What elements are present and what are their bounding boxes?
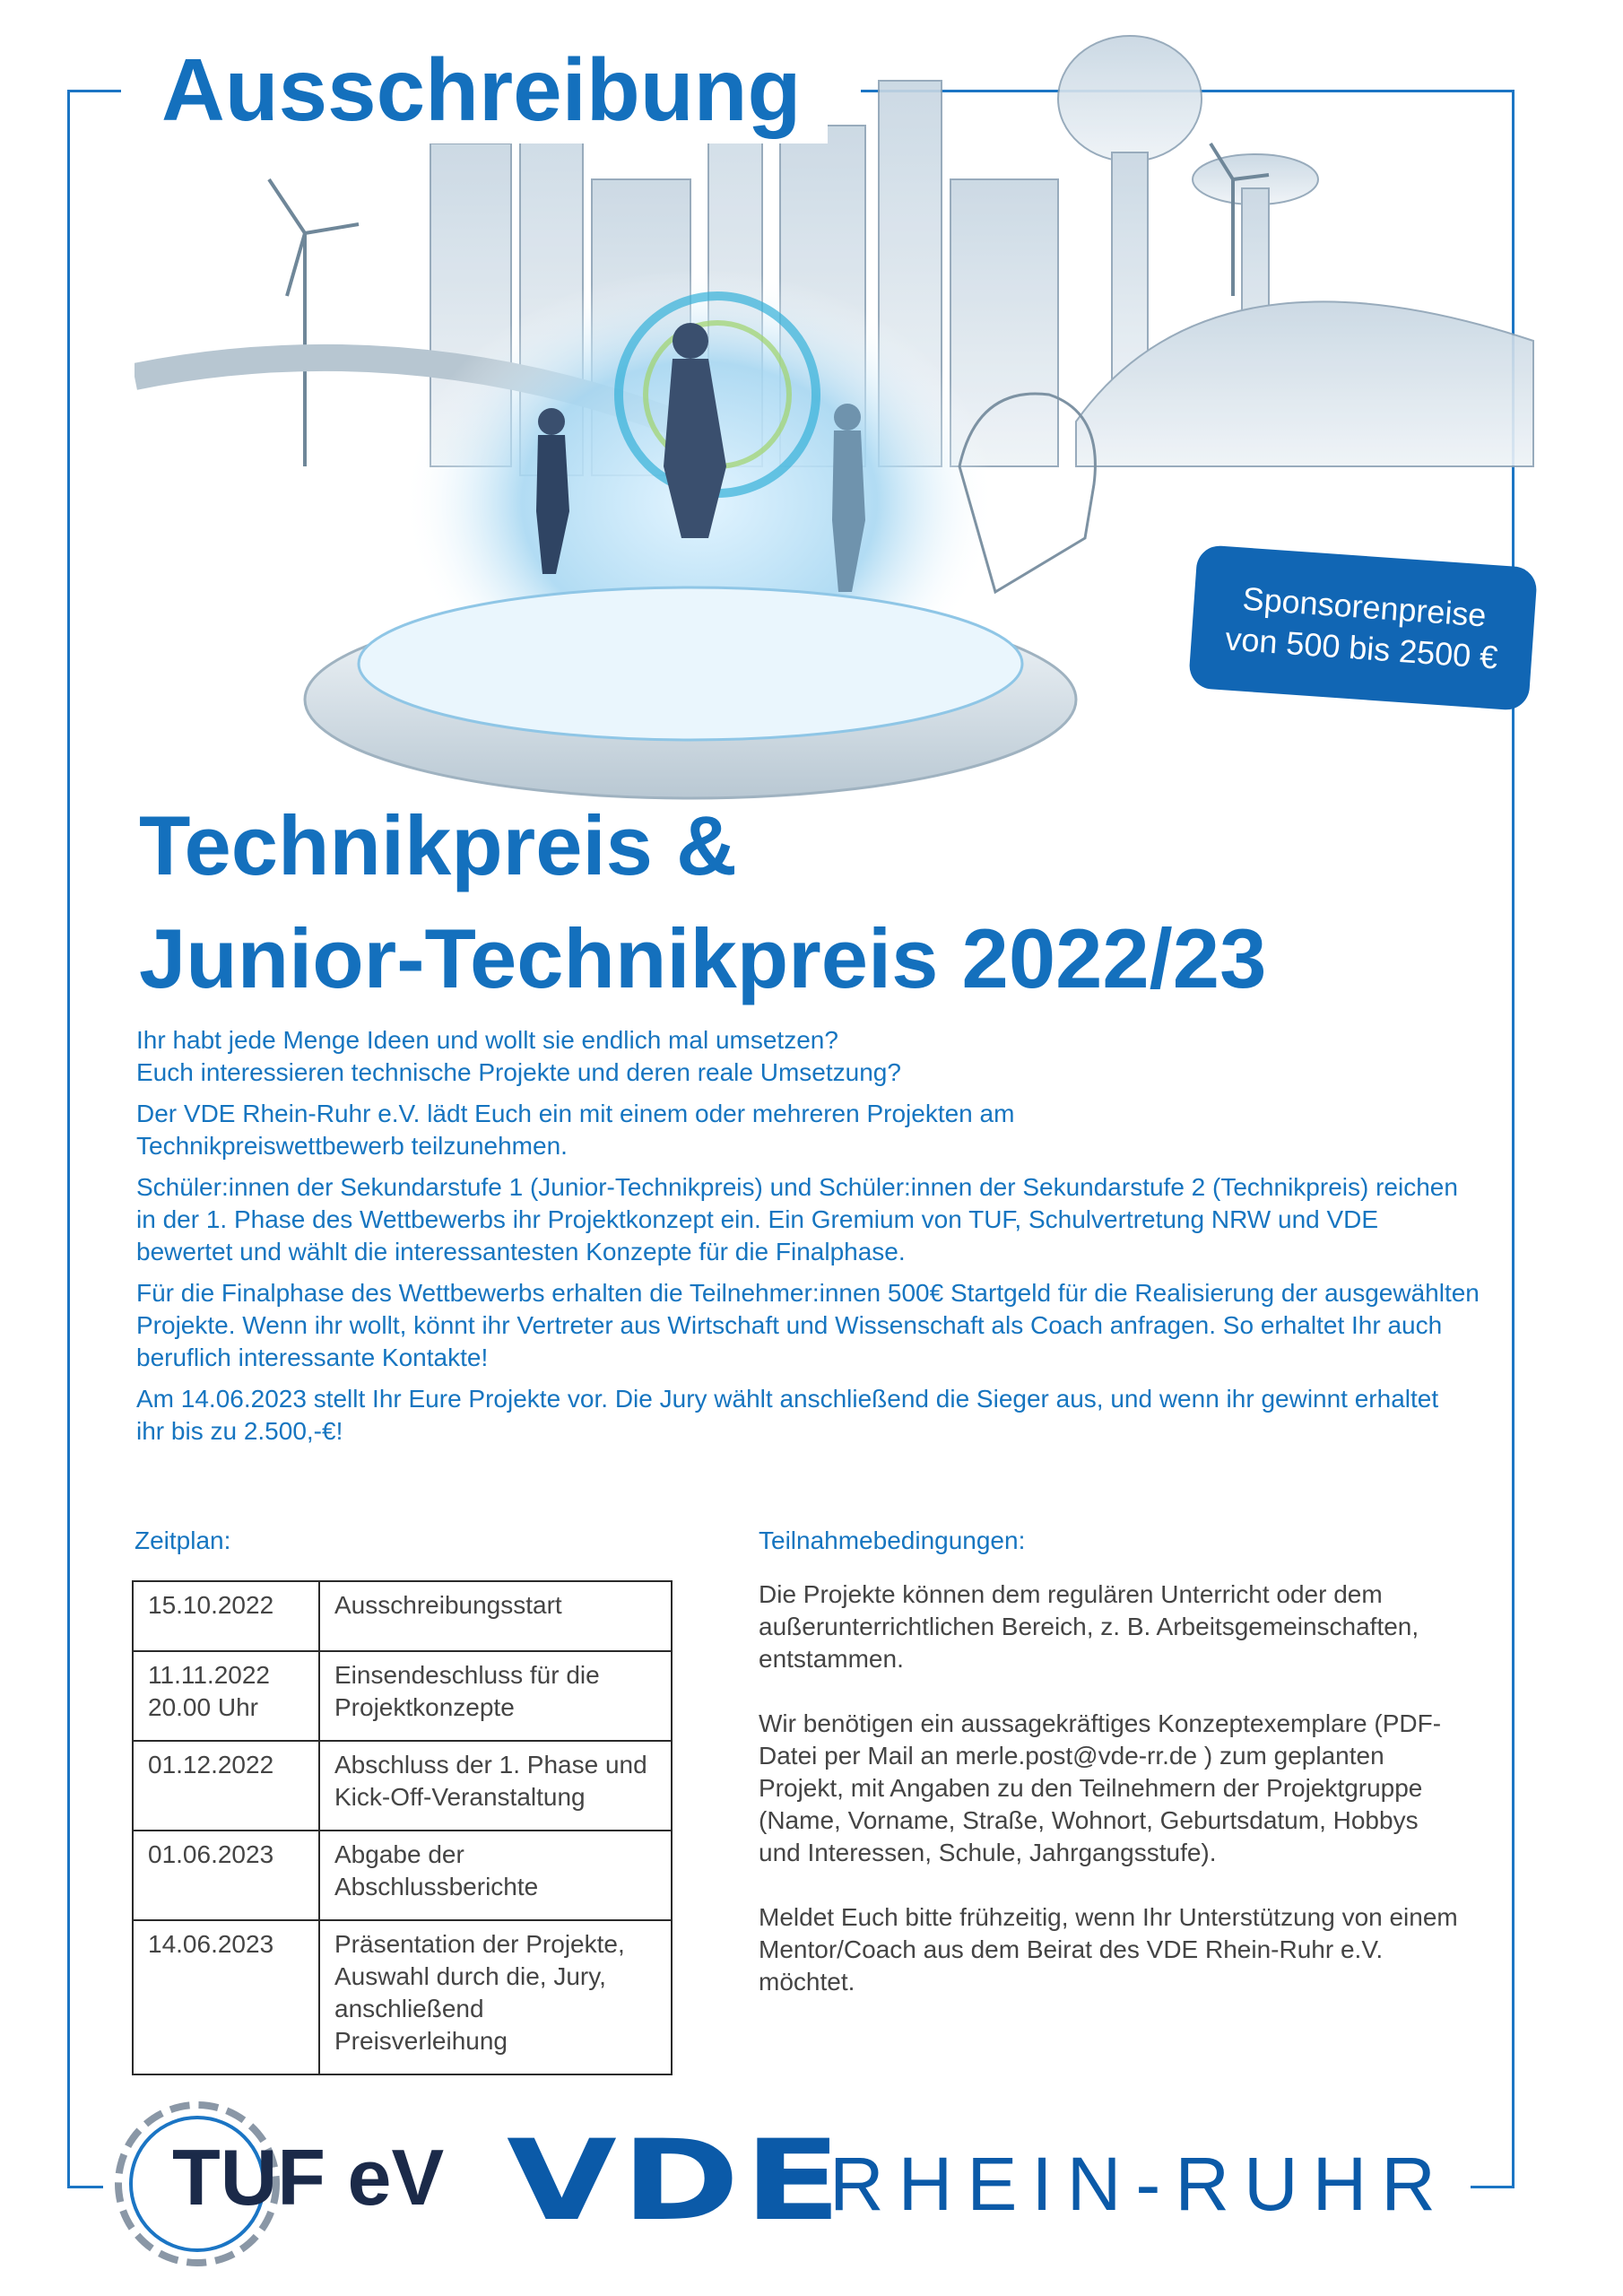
intro-paragraph: Für die Finalphase des Wettbewerbs erhalten die Teilnehmer:innen 500€ Startgeld für die Realisierung der ausgewählten Projekte. Wenn ihr wollt, könnt ihr Vertreter aus Wirtschaft und Wissenschaft als Coach anfragen. So erhaltet Ihr auch beruflich interessante Kontakte! [136, 1279, 1480, 1371]
intro-paragraph: Schüler:innen der Sekundarstufe 1 (Junior-Technikpreis) und Schüler:innen der Sekundarstufe 2 (Technikpreis) reichen in der 1. Phase des Wettbewerbs ihr Projektkonzept ein. Ein Gremium von TUF, Schulvertretung NRW und VDE bewertet und wählt die interessantesten Konzepte für die Finalphase. [136, 1173, 1458, 1265]
intro-paragraph: Am 14.06.2023 stellt Ihr Eure Projekte vor. Die Jury wählt anschließend die Sieger aus, und wenn ihr gewinnt erhaltet ihr bis zu 2.500,-€! [136, 1385, 1439, 1445]
table-row [133, 1831, 672, 1920]
schedule-date-cell [133, 1741, 319, 1831]
schedule-date-cell [133, 1581, 319, 1651]
rhein-ruhr-logo-text: RHEIN-RUHR [829, 2142, 1450, 2226]
frame-left [67, 90, 70, 2188]
schedule-date: 15.10.2022 [148, 1591, 274, 1619]
schedule-event: Präsentation der Projekte, Auswahl durch die, Jury, anschließend Preisverleihung [319, 1920, 672, 2074]
frame-bottom-left [67, 2186, 103, 2188]
schedule-date-cell [133, 1651, 319, 1741]
intro-paragraph: Euch interessieren technische Projekte und deren reale Umsetzung? [136, 1058, 901, 1086]
intro-paragraph: Der VDE Rhein-Ruhr e.V. lädt Euch ein mit einem oder mehreren Projekten am Technikpreiswettbewerb teilzunehmen. [136, 1100, 1015, 1160]
schedule-event: Einsendeschluss für die Projektkonzepte [319, 1651, 672, 1741]
table-row [133, 1920, 672, 2074]
conditions-heading: Teilnahmebedingungen: [759, 1526, 1026, 1554]
conditions-paragraph: Die Projekte können dem regulären Unterricht oder dem außerunterrichtlichen Bereich, z. B. Arbeitsgemeinschaften, entstammen. [759, 1580, 1419, 1673]
headline [139, 789, 1266, 1015]
schedule-date: 14.06.2023 [148, 1930, 274, 1958]
conditions-paragraph: Meldet Euch bitte frühzeitig, wenn Ihr Unterstützung von einem Mentor/Coach aus dem Beirat des VDE Rhein-Ruhr e.V. möchtet. [759, 1903, 1458, 1996]
schedule-date: 11.11.2022 [148, 1661, 270, 1689]
page-title: Ausschreibung [161, 40, 802, 139]
headline-line-2: Junior-Technikpreis 2022/23 [139, 911, 1267, 1005]
schedule-event: Ausschreibungsstart [319, 1581, 672, 1651]
schedule-time: 20.00 Uhr [148, 1693, 258, 1721]
conditions-paragraph: Wir benötigen ein aussagekräftiges Konzeptexemplare (PDF-Datei per Mail an merle.post@vde-rr.de ) zum geplanten Projekt, mit Angaben zu den Teilnehmern der Projektgruppe (Name, Vorname, Straße, Wohnort, Geburtsdatum, Hobbys und Interessen, Schule, Jahrgangsstufe). [759, 1709, 1442, 1866]
frame-top-left [67, 90, 121, 92]
schedule-heading: Zeitplan: [135, 1526, 231, 1554]
badge-line-2: von 500 bis 2500 € [1224, 620, 1499, 676]
tuf-logo-text: TUF eV [172, 2133, 445, 2222]
title-box [135, 36, 828, 144]
vde-logo-text: VDE [507, 2117, 846, 2246]
table-row [133, 1651, 672, 1741]
schedule-date-cell [133, 1831, 319, 1920]
intro-paragraph: Ihr habt jede Menge Ideen und wollt sie endlich mal umsetzen? [136, 1026, 838, 1054]
schedule-date-cell [133, 1920, 319, 2074]
table-row [133, 1741, 672, 1831]
conditions-text [759, 1578, 1467, 2031]
intro-text [136, 1024, 1481, 1457]
table-row [133, 1581, 672, 1651]
schedule-table [132, 1580, 673, 2075]
headline-line-1: Technikpreis & [139, 798, 737, 892]
schedule-event: Abschluss der 1. Phase und Kick-Off-Veranstaltung [319, 1741, 672, 1831]
schedule-date: 01.06.2023 [148, 1840, 274, 1868]
badge-line-1: Sponsorenpreise [1241, 579, 1488, 634]
frame-bottom-right [1471, 2186, 1515, 2188]
schedule-date: 01.12.2022 [148, 1751, 274, 1779]
schedule-event: Abgabe der Abschlussberichte [319, 1831, 672, 1920]
sponsor-badge [1188, 544, 1538, 711]
